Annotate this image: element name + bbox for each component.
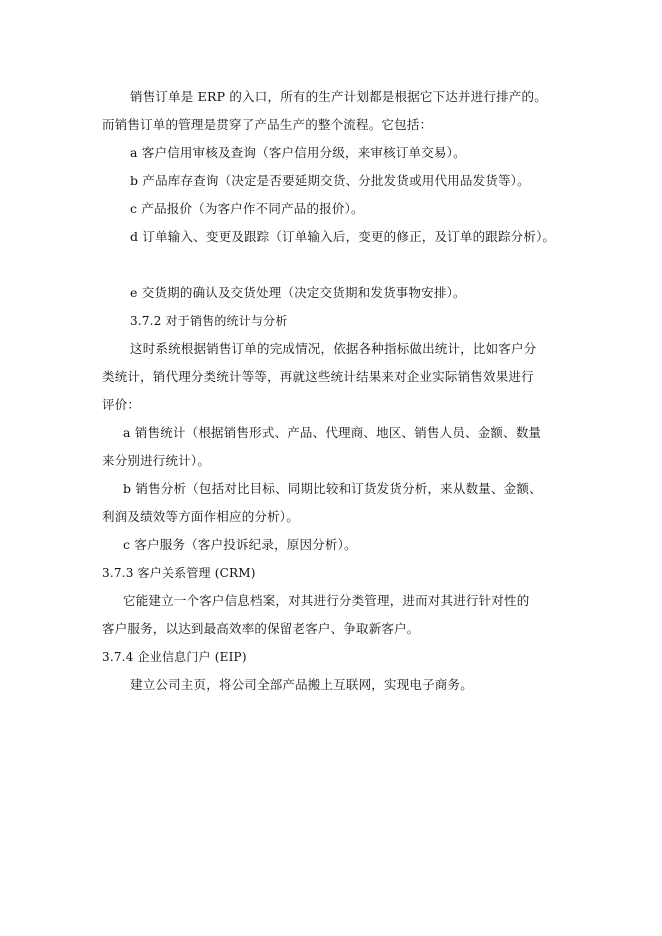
list-item-b: b 产品库存查询（决定是否要延期交货、分批发货或用代用品发货等）。	[130, 173, 530, 188]
paragraph-stats-line-2: 类统计，销代理分类统计等等，再就这些统计结果来对企业实际销售效果进行	[102, 369, 534, 384]
section-heading-3-7-4: 3.7.4 企业信息门户 (EIP)	[102, 650, 247, 664]
section-heading-3-7-2: 3.7.2 对于销售的统计与分析	[130, 314, 288, 328]
list-item-e: e 交货期的确认及交货处理（决定交货期和发货事物安排）。	[130, 285, 466, 300]
paragraph-crm-line-1: 它能建立一个客户信息档案，对其进行分类管理，进而对其进行针对性的	[123, 593, 530, 608]
stats-item-b-line-2: 利润及绩效等方面作相应的分析）。	[102, 509, 299, 524]
list-item-a: a 客户信用审核及查询（客户信用分级，来审核订单交易）。	[130, 145, 466, 160]
section-heading-3-7-3: 3.7.3 客户关系管理 (CRM)	[102, 566, 256, 580]
paragraph-intro-line-2: 而销售订单的管理是贯穿了产品生产的整个流程。它包括：	[102, 117, 433, 132]
paragraph-stats-line-1: 这时系统根据销售订单的完成情况，依据各种指标做出统计，比如客户分	[130, 341, 537, 356]
list-item-c: c 产品报价（为客户作不同产品的报价）。	[130, 201, 364, 216]
stats-item-b-line-1: b 销售分析（包括对比目标、同期比较和订货发货分析，来从数量、金额、	[123, 481, 542, 496]
stats-item-a-line-1: a 销售统计（根据销售形式、产品、代理商、地区、销售人员、金额、数量	[123, 425, 542, 440]
stats-item-c: c 客户服务（客户投诉纪录，原因分析）。	[123, 537, 357, 552]
list-item-d: d 订单输入、变更及跟踪（订单输入后，变更的修正，及订单的跟踪分析）。	[130, 229, 556, 244]
paragraph-stats-line-3: 评价：	[102, 397, 141, 412]
paragraph-crm-line-2: 客户服务，以达到最高效率的保留老客户、争取新客户。	[102, 621, 420, 636]
stats-item-a-line-2: 来分别进行统计）。	[102, 453, 211, 468]
paragraph-eip: 建立公司主页，将公司全部产品搬上互联网，实现电子商务。	[130, 677, 473, 692]
paragraph-intro-line-1: 销售订单是 ERP 的入口，所有的生产计划都是根据它下达并进行排产的。	[130, 89, 547, 104]
